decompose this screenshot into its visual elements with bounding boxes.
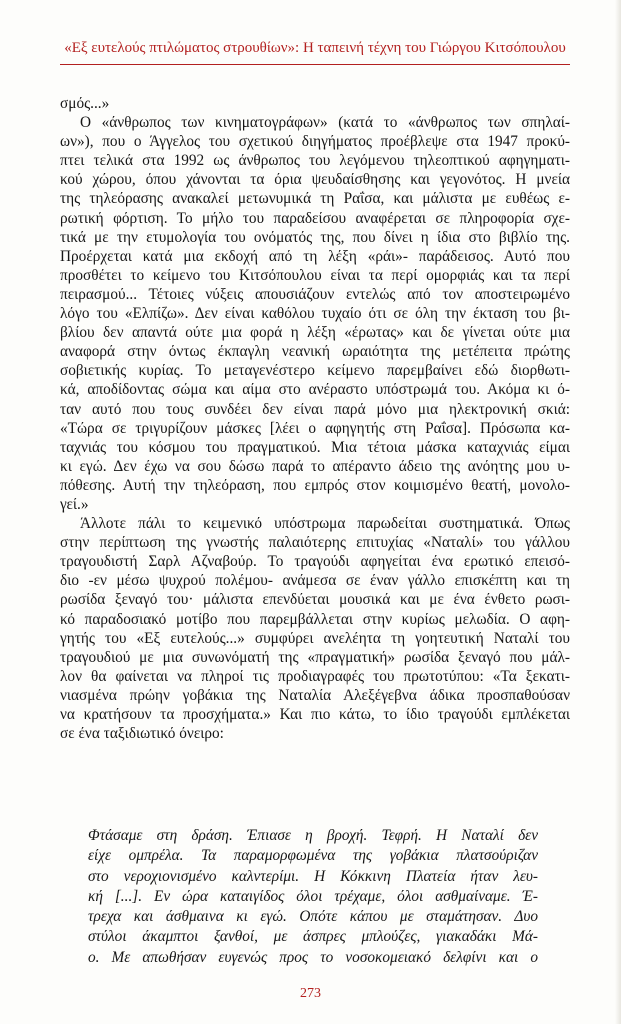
text-line: νιασμένα πρώην γοβάκια της Ναταλία Αλεξέγεβνα άδικα προσπαθούσαν xyxy=(60,686,570,704)
text-line: τραγουδιού με μια συνωνόματή της «πραγματική» ρωσίδα ξεναγό που μάλ- xyxy=(60,648,570,666)
text-line: σε ένα ταξιδιωτικό όνειρο: xyxy=(60,725,224,743)
text-line: διο -εν μέσω ψυχρού πολέμου- ανάμεσα σε έναν γάλλο επισκέπτη και τη xyxy=(60,572,570,590)
page-number: 273 xyxy=(300,986,321,1001)
paragraph xyxy=(60,514,570,743)
text-line: Άλλοτε πάλι το κειμενικό υπόστρωμα παρωδείται συστηματικά. Όπως xyxy=(80,515,570,533)
text-line: κό παραδοσιακό μοτίβο που παρεμβάλλεται στην κυρίως μελωδία. Ο αφη- xyxy=(60,610,570,628)
quote-line: στύλοι άκαμπτοι ξανθοί, με άσπρες μπλούζες, γιακαδάκι Μά- xyxy=(88,928,538,946)
text-line: ων»), που ο Άγγελος του σχετικού διηγήματος προέβλεψε στα 1947 προκύ- xyxy=(60,133,570,151)
quote-line: είχε ομπρέλα. Τα παραμορφωμένα της γοβάκια πλατσούριζαν xyxy=(88,847,538,865)
text-line: βλίου δεν απαντά ούτε μια φορά η λέξη «έρωτας» και δε γίνεται ούτε μια xyxy=(60,324,570,342)
text-line: να κρατήσουν τα προσχήματα.» Και πιο κάτω, το ίδιο τραγούδι εμπλέκεται xyxy=(60,706,570,723)
text-line: πτει τελικά στα 1992 ως άνθρωπος του λεγόμενου τηλεοπτικού αφηγηματι- xyxy=(60,152,570,170)
page-edge-shadow xyxy=(615,0,621,1024)
text-line: Προέρχεται κατά μια εκδοχή από τη λέξη «ράι»- παράδεισος. Αυτό που xyxy=(60,247,570,265)
text-line: ταχνιάς του κόσμου του πραγματικού. Μια τέτοια μάσκα καταχνιάς είμαι xyxy=(60,438,570,456)
text-line: αναφορά στην όντως έκπαγλη νεανική ωραιότητα της μετέπειτα πρώτης xyxy=(60,343,570,361)
quote-line: ο. Με απωθήσαν ευγενώς προς το νοσοκομειακό δελφίνι και ο xyxy=(88,948,538,966)
header-rule xyxy=(60,64,570,65)
text-line: προσθέτει το κείμενο του Κιτσόπουλου είναι τα περί ομορφιάς και τα περί xyxy=(60,266,570,284)
text-line: τραγουδιστή Σαρλ Αζναβούρ. Το τραγούδι αφηγείται ένα ερωτικό επεισό- xyxy=(60,553,570,571)
text-line: σοβιετικής κυρίας. Το μεταγενέστερο κείμενο παρεμβαίνει εδώ διορθωτι- xyxy=(60,362,570,380)
text-line: «Τώρα σε τριγυρίζουν μάσκες [λέει ο αφηγητής στη Ραΐσα]. Πρόσωπα κα- xyxy=(60,419,570,437)
text-line: γεί.» xyxy=(60,495,89,513)
quote-line: Φτάσαμε στη δράση. Έπιασε η βροχή. Τεφρή. Η Ναταλί δεν xyxy=(88,827,538,844)
quote-line: τρεχα και άσθμαινα κι εγώ. Οπότε κάπου με σταμάτησαν. Δυο xyxy=(88,908,538,926)
text-line: τικά με την ετυμολογία του ονόματός της, που δίνει η ίδια στο βιβλίο της. xyxy=(60,228,570,246)
text-line: Ο «άνθρωπος των κινηματογράφων» (κατά το «άνθρωπος των σπηλαί- xyxy=(80,114,570,132)
text-line: της τηλεόρασης ανακαλεί μετωνυμικά τη Ραΐσα, και μάλιστα με ευθέως ε- xyxy=(60,190,570,208)
text-line: γητής του «Εξ ευτελούς...» συμφύρει ανελέητα τη γοητευτική Ναταλί του xyxy=(60,629,570,647)
text-line: λόγο του «Ελπίζω». Δεν είναι καθόλου τυχαίο ότι σε όλη την έκταση του βι- xyxy=(60,305,570,323)
quote-line: στο νεροχιονισμένο καλντερίμι. Η Κόκκινη Πλατεία ήταν λευ- xyxy=(88,867,538,885)
text-line: στην περίπτωση της γνωστής παλαιότερης επιτυχίας «Ναταλί» του γάλλου xyxy=(60,534,570,552)
text-line: λον θα φαίνεται να πληροί τις προδιαγραφές του πρωτοτύπου: «Τα ξεκατι- xyxy=(60,667,570,685)
body-text xyxy=(60,94,570,743)
text-line: σμός...» xyxy=(60,95,110,112)
text-line: κού χώρου, όπου χάνονται τα όρια ψευδαίσθησης και γεγονότος. Η μνεία xyxy=(60,171,570,189)
running-head-title: «Εξ ευτελούς πτιλώματος στρουθίων»: Η ταπεινή τέχνη του Γιώργου Κιτσόπουλου xyxy=(64,40,566,56)
text-line: κι εγώ. Δεν έχω να σου δώσω παρά το απέραντο άδειο της ανόητης μου υ- xyxy=(60,457,570,475)
paragraph xyxy=(60,113,570,514)
text-line: ταν αυτό που τους συνδέει δεν είναι παρά μόνο μια ηλεκτρονική σκιά: xyxy=(60,400,570,418)
paragraph xyxy=(60,94,570,113)
text-line: κά, αποδίδοντας σώμα και αίμα στο ανέραστο υπόστρωμά του. Ακόμα κι ό- xyxy=(60,381,570,399)
text-line: ρωτική φόρτιση. Το μήλο του παραδείσου αναφέρεται σε πληροφορία σχε- xyxy=(60,209,570,227)
text-line: πειρασμού... Τέτοιες νύξεις απουσιάζουν εντελώς από τον αποστειρωμένο xyxy=(60,285,570,303)
text-line: πόθεσης. Αυτή την τηλεόραση, που εμπρός στον κοιμισμένο θεατή, μονολο- xyxy=(60,476,570,494)
block-quote xyxy=(88,826,538,968)
text-line: ρωσίδα ξεναγό του· μάλιστα επενδύεται μουσικά και με ένα ένθετο ρωσι- xyxy=(60,591,570,609)
quote-line: κή [...]. Εν ώρα καταιγίδος όλοι τρέχαμε, όλοι ασθμαίναμε. Έ- xyxy=(88,887,538,905)
